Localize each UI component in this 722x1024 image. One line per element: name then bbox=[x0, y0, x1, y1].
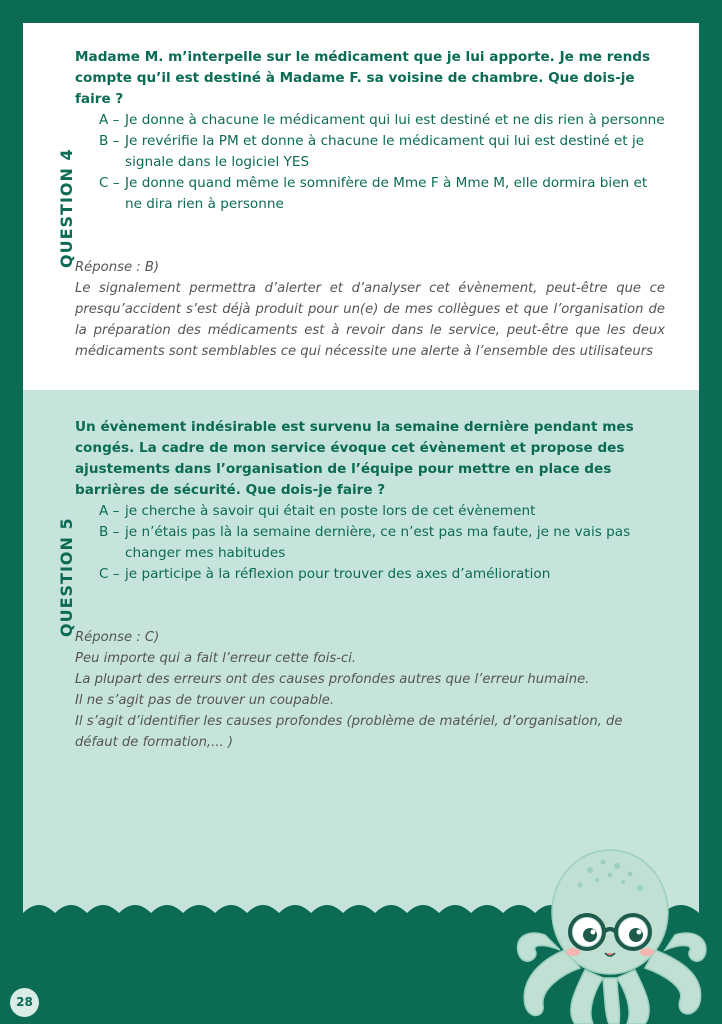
option-c bbox=[75, 564, 665, 585]
answer-label: Réponse : B) bbox=[75, 260, 160, 275]
question-4-content bbox=[75, 47, 665, 362]
question-5-label: QUESTION 5 bbox=[57, 517, 76, 637]
option-text: Je donne quand même le somnifère de Mme F à Mme M, elle dormira bien et ne dira rien à personne bbox=[125, 175, 648, 212]
option-letter: C – bbox=[99, 566, 120, 582]
option-text: Je donne à chacune le médicament qui lui est destiné et ne dis rien à personne bbox=[125, 112, 665, 128]
answer-line: La plupart des erreurs ont des causes profondes autres que l’erreur humaine. bbox=[75, 672, 590, 687]
answer-line: Il ne s’agit pas de trouver un coupable. bbox=[75, 693, 335, 708]
question-5-answer bbox=[75, 627, 665, 753]
question-4-text: Madame M. m’interpelle sur le médicament que je lui apporte. Je me rends compte qu’il est destiné à Madame F. sa voisine de chambre. Que dois-je faire ? bbox=[75, 49, 651, 107]
question-4-label: QUESTION 4 bbox=[57, 148, 76, 268]
question-4-answer bbox=[75, 257, 665, 362]
option-letter: A – bbox=[99, 503, 120, 519]
question-5-content bbox=[75, 417, 665, 753]
option-text: je n’étais pas là la semaine dernière, ce n’est pas ma faute, je ne vais pas changer mes habitudes bbox=[125, 524, 631, 561]
question-4-options bbox=[75, 110, 665, 215]
octopus-mascot-icon bbox=[505, 840, 722, 1024]
option-letter: B – bbox=[99, 133, 120, 149]
option-text: je participe à la réflexion pour trouver des axes d’amélioration bbox=[125, 566, 551, 582]
answer-label: Réponse : C) bbox=[75, 630, 160, 645]
question-5-options bbox=[75, 501, 665, 585]
option-letter: B – bbox=[99, 524, 120, 540]
option-text: je cherche à savoir qui était en poste lors de cet évènement bbox=[125, 503, 536, 519]
answer-text: Le signalement permettra d’alerter et d’analyser cet évènement, peut-être que ce presqu’accident s’est déjà produit pour un(e) de mes collègues et que l’organisation de la préparation des médicaments est à revoir dans le service, peut-être que les deux médicaments sont semblables ce qui nécessite une alerte à l’ensemble des utilisateurs bbox=[75, 281, 665, 359]
option-letter: C – bbox=[99, 175, 120, 191]
answer-line: Il s’agit d’identifier les causes profondes (problème de matériel, d’organisation, de défaut de formation,... ) bbox=[75, 714, 623, 750]
option-a bbox=[75, 110, 665, 131]
page-number: 28 bbox=[10, 988, 39, 1017]
question-5-text: Un évènement indésirable est survenu la semaine dernière pendant mes congés. La cadre de mon service évoque cet évènement et propose des ajustements dans l’organisation de l’équipe pour mettre en place des barrières de sécurité. Que dois-je faire ? bbox=[75, 419, 634, 498]
option-letter: A – bbox=[99, 112, 120, 128]
option-text: Je revérifie la PM et donne à chacune le médicament qui lui est destiné et je signale dans le logiciel YES bbox=[125, 133, 645, 170]
question-4-section bbox=[23, 23, 699, 390]
option-b bbox=[75, 131, 665, 173]
option-c bbox=[75, 173, 665, 215]
option-b bbox=[75, 522, 665, 564]
answer-line: Peu importe qui a fait l’erreur cette fois-ci. bbox=[75, 651, 357, 666]
option-a bbox=[75, 501, 665, 522]
